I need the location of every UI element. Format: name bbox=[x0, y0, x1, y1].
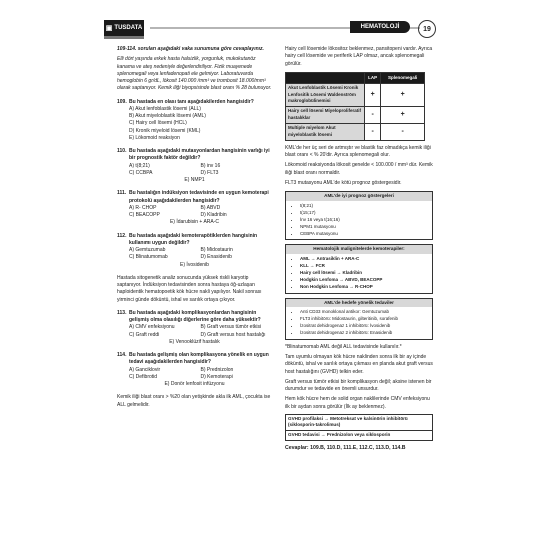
question-number: 111. bbox=[117, 190, 127, 197]
question-109 bbox=[117, 99, 272, 143]
option-e: E) İdarubisin + ARA-C bbox=[169, 219, 220, 226]
hcl-note: Hairy cell lösemide lökositoz beklenmez, pansitopeni vardır. Ayrıca hairy cell lösemide ve periferik LAP olmaz, ancak splenomegali görülür. bbox=[285, 46, 433, 67]
option-c: C) Defibrotid bbox=[129, 373, 158, 380]
option-d: D) Graft versus host hastalığı bbox=[200, 331, 266, 338]
option: E) Lökomoid reaksiyon bbox=[129, 134, 180, 141]
list-item: • Hodgkin Lenfoma → ABVD, BEACOPP bbox=[300, 277, 432, 284]
gvhd-note: Tam uyumlu olmayan kök hücre naklinden sonra ilk bir ay içinde döküntü, ishal ve sarılık ortaya çıkması en planda akut graft versus host hastalığını (GVHD) telkin eder. bbox=[285, 354, 433, 375]
question-text: Bu hastada aşağıdaki mutasyonlardan hangisinin varlığı iyi bir prognostik faktör değildir? bbox=[129, 148, 270, 162]
table-row bbox=[286, 84, 425, 107]
table-row bbox=[286, 106, 425, 123]
book-icon: ▣ bbox=[105, 25, 113, 32]
question-number: 113. bbox=[117, 309, 127, 316]
question-text: Bu hastada gelişmiş olan komplikasyona yönelik en uygun tedavi aşağıdakilerden hangisidir? bbox=[129, 352, 269, 366]
splenomegaly-value: - bbox=[381, 123, 425, 140]
question-110 bbox=[117, 148, 272, 184]
question-number: 114. bbox=[117, 352, 127, 358]
list-item: • İzositrat dehidrogenaz 2 inhibitörü: Enasidenib bbox=[300, 330, 432, 337]
kml-note: KML'de her üç seri de artmıştır ve blastik faz olmadıkça kemik iliği blast oranı < % 20'dir. Ayrıca splenomegali olur. bbox=[285, 144, 431, 159]
good-prognosis-box bbox=[285, 191, 433, 240]
option-c: C) CCBPA bbox=[129, 169, 153, 176]
option-d: D) Kladribin bbox=[200, 212, 227, 218]
footnote: Kemik iliği blast oranı > %20 olan yetişkinde akla ilk AML, çocukta ise ALL gelmelidir. bbox=[117, 394, 271, 408]
question-111 bbox=[117, 190, 272, 226]
question-114 bbox=[117, 352, 272, 388]
option: C) Hairy cell lösemi (HCL) bbox=[129, 120, 187, 127]
option-d: D) FLT3 bbox=[200, 169, 219, 176]
option: A) Akut lenfoblastik lösemi (ALL) bbox=[129, 105, 201, 112]
publisher-logo bbox=[104, 20, 144, 36]
option-a: A) Ganciklovir bbox=[129, 366, 161, 373]
case-continuation: Hastada sitogenetik analiz sonucunda yüksek riskli karyotip saptanıyor. İndüksiyon tedavisinden sonra hastaya öğ-uzlaşan haploidentik hematopoetik kök hücre nakli yapılıyor. Nakil sonrası yirminci günde döküntü, ishal ve sarılık ortaya çıkıyor. bbox=[117, 274, 262, 303]
question-number: 110. bbox=[117, 148, 127, 154]
logo-text: TUSDATA bbox=[114, 25, 143, 31]
table-row bbox=[286, 123, 425, 140]
option-d: D) Kemoterapi bbox=[200, 373, 233, 380]
lap-splenomegaly-table bbox=[285, 72, 425, 141]
question-112 bbox=[117, 233, 272, 269]
row-label: Akut Lenfoblastik Lösemi Kronik Lenfositik Lösemi Waldenström makroglobülinemisi bbox=[286, 84, 365, 107]
option-c: C) Graft reddi bbox=[129, 331, 160, 338]
question-number: 112. bbox=[117, 232, 127, 239]
option-a: A) R- CHOP bbox=[129, 204, 157, 211]
answer-key: Cevaplar: 109.B, 110.D, 111.E, 112.C, 113.D, 114.B bbox=[285, 444, 406, 451]
option-c: C) BEACOPP bbox=[129, 212, 160, 218]
gvhd-treatment: GVHD tedavisi → Prednizolon veya siklosporin bbox=[286, 430, 432, 440]
row-label: Multiple miyelom Akut miyeloblastik lösemi bbox=[286, 123, 365, 140]
option-a: A) CMV enfeksiyonu bbox=[129, 324, 175, 331]
question-number: 109. bbox=[117, 98, 127, 105]
gvhd-treatment-box bbox=[285, 414, 433, 441]
gvt-note: Graft versus tümör etkisi bir komplikasyon değil; aksine istenen bir durumdur ve tedavide en önemli unsurdur. bbox=[285, 378, 432, 392]
option-d: D) Enasidenib bbox=[200, 254, 232, 261]
list-item: • İnv 16 veya t(16;16) bbox=[300, 217, 432, 224]
option-e: E) İvosidenib bbox=[180, 261, 209, 268]
question-113 bbox=[117, 310, 272, 346]
left-column bbox=[117, 46, 272, 412]
table-header-lap: LAP bbox=[365, 72, 381, 84]
blinatumomab-note: *Blinatumomab AML değil ALL tedavisinde kullanılır.* bbox=[285, 343, 402, 350]
flt3-note: FLT3 mutasyonu AML'de kötü prognoz göstergesidir. bbox=[285, 179, 402, 186]
option-a: A) Gemtuzumab bbox=[129, 247, 166, 253]
list-item: • KLL → FCR bbox=[300, 263, 432, 270]
option-e: E) Venooklüzif hastalık bbox=[169, 338, 220, 345]
option-c: C) Blinatumomab bbox=[129, 254, 168, 261]
case-description: Elli dört yaşında erkek hasta halsizlik, yorgunluk, mukokutanöz kanama ve ateş nedeniyle değerlendiriliyor. Fizik muayenede splenomegali veya lenfadenopati ele gelmiyor. Laboratuvarda hemoglobin 6 gr/dL, lökosit 140.000 /mm³ ve trombosit 18.000/mm³ olarak saptanıyor. Kemik iliği biyopsisinde blast oranı % 28 bulunuyor. bbox=[117, 56, 272, 92]
option-b: B) Graft versus tümör etkisi bbox=[200, 324, 262, 331]
list-item: • FLT3 inhibitörü: Midostaurin, gilteritinib, sorafenib bbox=[300, 316, 432, 323]
question-text: Bu hastada aşağıdaki komplikasyonlardan hangisinin gelişmiş olma olasılığı diğerlerine göre daha yüksektir? bbox=[129, 309, 261, 323]
list-item: • Hairy cell lösemi → Kladribin bbox=[300, 270, 432, 277]
option-b: B) Midostaurin bbox=[200, 247, 233, 253]
list-item: • t(15;17) bbox=[300, 210, 432, 217]
page-number: 19 bbox=[418, 20, 436, 38]
list-item: • Anti CD33 monoklonal antikor: Gemtuzumab bbox=[300, 309, 432, 316]
box-title: AML'de iyi prognoz göstergeleri bbox=[286, 192, 432, 201]
row-label: Hairy cell lösemi Miyeloproliferatif hastalıklar bbox=[286, 106, 365, 123]
table-header bbox=[286, 72, 365, 84]
option-b: B) Prednizolon bbox=[200, 366, 234, 373]
option-b: B) inv 16 bbox=[200, 162, 221, 169]
logo-underline bbox=[104, 36, 144, 39]
list-item: • İzositrat dehidrogenaz 1 inhibitörü: İvosidenib bbox=[300, 323, 432, 330]
lap-value: + bbox=[365, 84, 381, 107]
list-item: • Non Hodgkin Lenfoma → R-CHOP bbox=[300, 284, 432, 291]
option-e: E) NMP1 bbox=[184, 177, 205, 183]
list-item: • AML → Antrasiklin + ARA-C bbox=[300, 256, 432, 263]
chemotherapy-box bbox=[285, 244, 433, 293]
gvhd-prophylaxis: GVHD profilaksi → Metotreksat ve kalsinörin inhibitörü (siklosporin-takrolimus) bbox=[288, 415, 408, 428]
cmv-note: Hem kök hücre hem de solid organ naklilerinde CMV enfeksiyonu ilk bir aydan sonra görülür (İlk ay beklenmez). bbox=[285, 396, 430, 410]
list-item: • t(8;21) bbox=[300, 203, 432, 210]
table-header-splenomegaly: Splenomegali bbox=[381, 72, 425, 84]
right-column bbox=[285, 46, 433, 455]
lokomoid-note: Lökomoid reaksiyonda lökosit genelde < 100.000 / mm³ dür. Kemik iliği blast oranı normaldir. bbox=[285, 162, 433, 176]
splenomegaly-value: + bbox=[381, 84, 425, 107]
lap-value: - bbox=[365, 106, 381, 123]
list-item: • NPM1 mutasyonu bbox=[300, 224, 432, 231]
option: B) Akut miyeloblastik lösemi (AML) bbox=[129, 113, 206, 119]
section-title: HEMATOLOJİ bbox=[350, 21, 410, 33]
question-text: Bu hastada en olası tanı aşağıdakilerden hangisidir? bbox=[129, 98, 254, 105]
lap-value: - bbox=[365, 123, 381, 140]
option-e: E) Donör lenfosit infüzyonu bbox=[164, 381, 225, 387]
list-item: • CEBPA mutasyonu bbox=[300, 231, 432, 238]
question-intro: 109-114. soruları aşağıdaki vaka sunumuna göre cevaplayınız. bbox=[117, 46, 264, 52]
splenomegaly-value: + bbox=[381, 106, 425, 123]
targeted-therapy-box bbox=[285, 298, 433, 340]
question-text: Bu hastada aşağıdaki kemoterapötiklerden hangisinin kullanımı uygun değildir? bbox=[129, 232, 258, 246]
option-b: B) ABVD bbox=[200, 204, 221, 211]
option-a: A) t(8;21) bbox=[129, 162, 150, 169]
question-text: Bu hastalığın indüksiyon tedavisinde en uygun kemoterapi protokolü aşağıdakilerden hangisidir? bbox=[129, 190, 269, 204]
box-title: Hematolojik malignitelerde kemoterapiler: bbox=[286, 245, 432, 254]
box-title: AML'de hedefe yönelik tedaviler bbox=[286, 299, 432, 308]
option: D) Kronik miyeloid lösemi (KML) bbox=[129, 127, 201, 134]
